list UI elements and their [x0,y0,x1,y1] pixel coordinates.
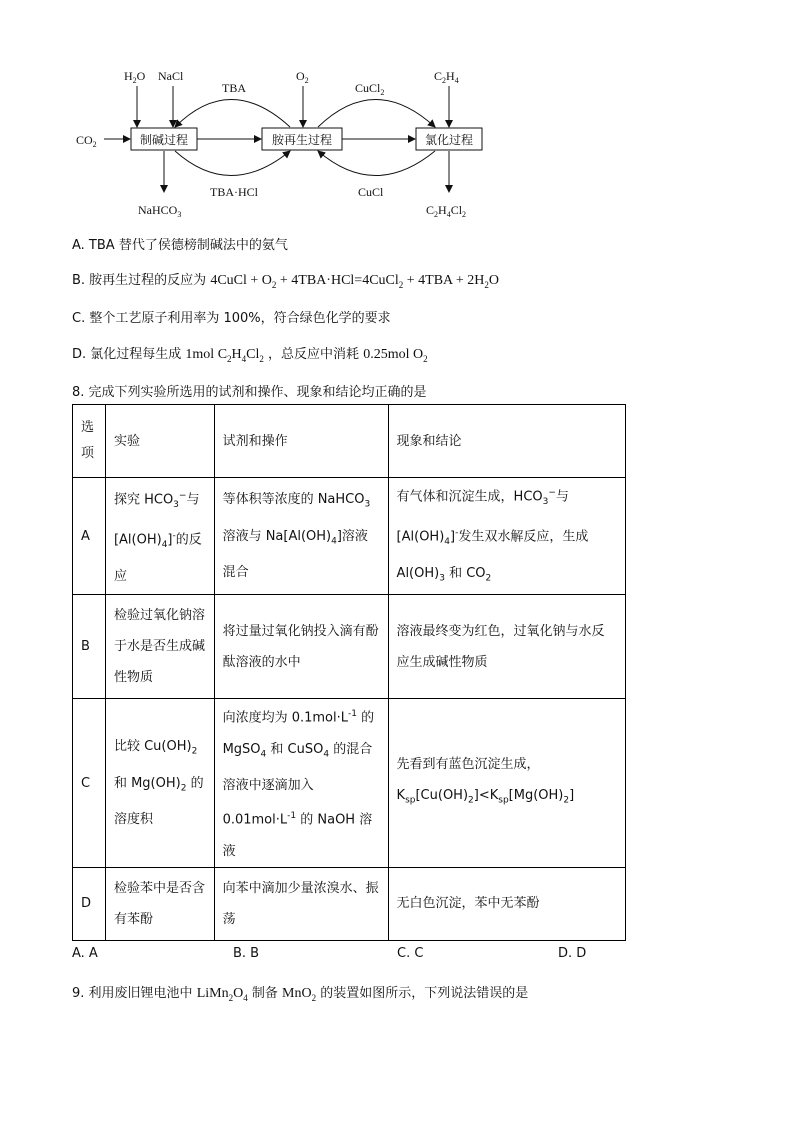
nacl-label: NaCl [158,69,184,83]
q9-suffix: 的装置如图所示，下列说法错误的是 [320,986,529,1001]
row-d-operation: 向苯中滴加少量浓溴水、振荡 [214,867,388,940]
nahco3-label: NaHCO$_3$ [138,203,182,219]
q7-option-b[interactable] [72,269,499,290]
arc-cucl2-label: CuCl$_2$ [355,81,385,97]
row-d-experiment: 检验苯中是否含有苯酚 [105,867,214,940]
table-row [73,595,626,699]
arc-tba-hcl [175,151,290,176]
box-zhijian-label: 制碱过程 [139,133,189,147]
arc-cucl-label: CuCl [358,185,384,199]
q8-choice-b[interactable]: B. B [233,946,260,961]
row-d-result: 无白色沉淀，苯中无苯酚 [388,867,625,940]
q8-choice-d[interactable]: D. D [558,946,587,961]
q9-formula-mno2: MnO$_2$ [282,986,317,1003]
q7-option-a[interactable]: A. TBA 替代了侯德榜制碱法中的氨气 [72,238,288,253]
row-b-experiment: 检验过氧化钠溶于水是否生成碱性物质 [105,595,214,699]
row-b-operation: 将过量过氧化钠投入滴有酚酞溶液的水中 [214,595,388,699]
q8-choice-c[interactable]: C. C [397,946,424,961]
row-d-option: D [73,867,106,940]
box-anzaisheng-label: 胺再生过程 [271,133,333,147]
row-c-operation: 向浓度均为 $0.1mol\cdot L^{-1}$ 的 MgSO$_4$ 和 CuSO$_4$ 的混合溶液中逐滴加入 $0.01mol\cdot L^{-1}$ 的 NaOH 溶液 [214,699,388,867]
q7-option-b-equation: 4CuCl + $O_2$ + 4TBA·HCl=4CuCl$_2$ + $4TBA + 2H_2O$ [210,273,500,290]
q8-table [72,404,626,941]
q7-option-d-prefix: D. 氯化过程每生成 [72,347,182,362]
row-c-result: 先看到有蓝色沉淀生成，$K_{sp}[Cu(OH)_2]<K_{sp}[Mg(OH)_2]$ [388,699,625,867]
c2h4cl2-label: $C_2H_4Cl_2$ [426,203,467,219]
row-a-experiment: 探究 $HCO_3^-$与$[Al(OH)_4]^-$的反应 [105,478,214,595]
c2h4-label: $C_2H_4$ [434,69,459,85]
table-header-row [73,405,626,478]
row-c-option: C [73,699,106,867]
q9-prefix: 9. 利用废旧锂电池中 [72,986,193,1001]
header-experiment: 实验 [105,405,214,478]
q7-option-d-amount1: 1mol $C_2H_4Cl_2$ [185,347,264,364]
table-row [73,699,626,867]
q9-mid: 制备 [251,986,278,1001]
row-a-result: 有气体和沉淀生成，$HCO_3^-$与$[Al(OH)_4]^-$发生双水解反应，生成 $Al(OH)_3$ 和 $CO_2$ [388,478,625,595]
q7-option-b-prefix: B. 胺再生过程的反应为 [72,273,207,288]
q7-option-d-amount2: 0.25mol $O_2$ [363,347,428,364]
row-c-experiment: 比较 $Cu(OH)_2$ 和 $Mg(OH)_2$ 的溶度积 [105,699,214,867]
co2-label: $CO_2$ [76,133,97,149]
arc-cucl [318,151,435,176]
h2o-label: $H_2O$ [124,69,146,85]
q7-option-d-mid: ，总反应中消耗 [268,347,360,362]
row-a-operation: 等体积等浓度的 NaHCO$_3$ 溶液与 $Na[Al(OH)_4]$溶液混合 [214,478,388,595]
arc-cucl2 [318,100,435,128]
header-operation: 试剂和操作 [214,405,388,478]
row-a-option: A [73,478,106,595]
table-row [73,867,626,940]
row-b-option: B [73,595,106,699]
q7-option-d[interactable] [72,343,428,364]
table-row [73,478,626,595]
q9-formula-limn2o4: $LiMn_2O_4$ [196,986,248,1003]
arc-tba-hcl-label: TBA·HCl [210,185,258,199]
o2-label: $O_2$ [296,69,309,85]
row-b-result: 溶液最终变为红色，过氧化钠与水反应生成碱性物质 [388,595,625,699]
q9-stem [72,982,528,1003]
box-lvhua-label: 氯化过程 [424,133,474,147]
q8-choice-a[interactable]: A. A [72,946,98,961]
arc-tba-label: TBA [222,81,246,95]
arc-tba [175,100,290,128]
header-result: 现象和结论 [388,405,625,478]
q7-option-c[interactable]: C. 整个工艺原子利用率为 100%，符合绿色化学的要求 [72,311,391,326]
q8-stem: 8. 完成下列实验所选用的试剂和操作、现象和结论均正确的是 [72,385,427,400]
header-option: 选 项 [73,405,106,478]
process-diagram [60,60,500,225]
